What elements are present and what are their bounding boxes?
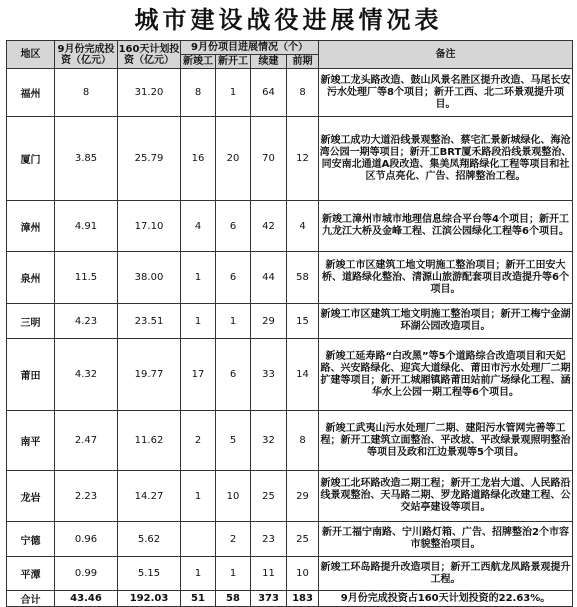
row-plan-invest: 11.62 bbox=[118, 411, 181, 471]
row-new-started: 1 bbox=[216, 557, 251, 591]
row-new-completed: 2 bbox=[181, 411, 216, 471]
table-row bbox=[7, 304, 573, 339]
row-remarks: 新竣工北环路改造二期工程；新开工龙岩大道、人民路沿线景观整治、天马路二期、罗龙路道路绿化改建工程、公交站亭建设等项目。 bbox=[319, 471, 573, 522]
row-region: 莆田 bbox=[7, 339, 55, 411]
row-remarks: 新竣工市区建筑工地文明施工整治项目；新开工田安大桥、道路绿化整治、清源山旅游配套项目改造提升等6个项目。 bbox=[319, 252, 573, 304]
row-remarks: 新竣工龙头路改造、鼓山风景名胜区提升改造、马尾长安污水处理厂等8个项目；新开工西、北二环景观提升项目。 bbox=[319, 69, 573, 117]
header-new-started: 新开工 bbox=[216, 55, 251, 69]
table-row bbox=[7, 252, 573, 304]
row-sep-invest: 8 bbox=[55, 69, 118, 117]
row-new-started: 6 bbox=[216, 252, 251, 304]
row-remarks: 新竣工成功大道沿线景观整治、蔡宅汇景新城绿化、海沧湾公园一期等项目；新开工BRT厦禾路段沿线景观整治、同安南北通道A段改造、集美凤翔路绿化工程等项目和社区节点亮化、广告、招牌整治工程。 bbox=[319, 117, 573, 201]
row-sep-invest: 2.23 bbox=[55, 471, 118, 522]
row-region: 福州 bbox=[7, 69, 55, 117]
progress-table bbox=[6, 40, 573, 607]
row-preliminary: 8 bbox=[287, 69, 319, 117]
row-region: 平潭 bbox=[7, 557, 55, 591]
table-row bbox=[7, 411, 573, 471]
header-continuing: 续建 bbox=[251, 55, 287, 69]
row-new-started: 1 bbox=[216, 69, 251, 117]
total-sep-invest: 43.46 bbox=[55, 591, 118, 607]
header-progress-group: 9月份项目进展情况（个） bbox=[181, 41, 319, 55]
row-new-started: 20 bbox=[216, 117, 251, 201]
row-plan-invest: 17.10 bbox=[118, 201, 181, 252]
total-new-started: 58 bbox=[216, 591, 251, 607]
row-sep-invest: 4.32 bbox=[55, 339, 118, 411]
table-row bbox=[7, 471, 573, 522]
row-remarks: 新竣工环岛路提升改造项目；新开工西航龙凤路景观提升工程。 bbox=[319, 557, 573, 591]
row-new-started: 2 bbox=[216, 522, 251, 557]
table-row bbox=[7, 117, 573, 201]
row-preliminary: 29 bbox=[287, 471, 319, 522]
row-new-started: 6 bbox=[216, 339, 251, 411]
row-new-completed bbox=[181, 522, 216, 557]
table-row bbox=[7, 69, 573, 117]
row-plan-invest: 25.79 bbox=[118, 117, 181, 201]
table-row bbox=[7, 557, 573, 591]
row-sep-invest: 3.85 bbox=[55, 117, 118, 201]
row-continuing: 70 bbox=[251, 117, 287, 201]
row-new-started: 10 bbox=[216, 471, 251, 522]
row-continuing: 32 bbox=[251, 411, 287, 471]
row-new-completed: 8 bbox=[181, 69, 216, 117]
row-preliminary: 4 bbox=[287, 201, 319, 252]
header-new-completed: 新竣工 bbox=[181, 55, 216, 69]
row-region: 宁德 bbox=[7, 522, 55, 557]
row-remarks: 新竣工市区建筑工地文明施工整治项目；新开工梅宁金湖环湖公园改造项目。 bbox=[319, 304, 573, 339]
total-preliminary: 183 bbox=[287, 591, 319, 607]
row-preliminary: 14 bbox=[287, 339, 319, 411]
row-preliminary: 15 bbox=[287, 304, 319, 339]
row-continuing: 44 bbox=[251, 252, 287, 304]
row-continuing: 11 bbox=[251, 557, 287, 591]
row-region: 三明 bbox=[7, 304, 55, 339]
total-plan-invest: 192.03 bbox=[118, 591, 181, 607]
row-continuing: 42 bbox=[251, 201, 287, 252]
row-new-completed: 17 bbox=[181, 339, 216, 411]
row-new-started: 5 bbox=[216, 411, 251, 471]
header-row bbox=[7, 41, 573, 55]
row-new-completed: 1 bbox=[181, 471, 216, 522]
header-preliminary: 前期 bbox=[287, 55, 319, 69]
row-sep-invest: 0.96 bbox=[55, 522, 118, 557]
row-plan-invest: 19.77 bbox=[118, 339, 181, 411]
row-preliminary: 10 bbox=[287, 557, 319, 591]
row-continuing: 25 bbox=[251, 471, 287, 522]
row-preliminary: 12 bbox=[287, 117, 319, 201]
row-continuing: 23 bbox=[251, 522, 287, 557]
total-region: 合计 bbox=[7, 591, 55, 607]
row-sep-invest: 11.5 bbox=[55, 252, 118, 304]
row-sep-invest: 4.91 bbox=[55, 201, 118, 252]
row-plan-invest: 5.62 bbox=[118, 522, 181, 557]
row-sep-invest: 4.23 bbox=[55, 304, 118, 339]
header-remarks: 备注 bbox=[319, 41, 573, 69]
table-row bbox=[7, 522, 573, 557]
row-preliminary: 58 bbox=[287, 252, 319, 304]
row-region: 南平 bbox=[7, 411, 55, 471]
row-new-completed: 1 bbox=[181, 557, 216, 591]
row-region: 泉州 bbox=[7, 252, 55, 304]
row-new-completed: 4 bbox=[181, 201, 216, 252]
row-region: 厦门 bbox=[7, 117, 55, 201]
row-remarks: 新开工福宁南路、宁川路灯箱、广告、招牌整治2个市容市貌整治项目。 bbox=[319, 522, 573, 557]
table-title: 城市建设战役进展情况表 bbox=[134, 6, 443, 34]
row-new-completed: 1 bbox=[181, 304, 216, 339]
table-row bbox=[7, 201, 573, 252]
row-remarks: 新竣工延寿路“白改黑”等5个道路综合改造项目和天妃路、兴安路绿化、迎宾大道绿化、莆田市污水处理厂二期扩建等项目；新开工城厢镇路莆田站前广场绿化工程、涵华水上公园一期工程等6个项目。 bbox=[319, 339, 573, 411]
row-continuing: 29 bbox=[251, 304, 287, 339]
row-sep-invest: 0.99 bbox=[55, 557, 118, 591]
row-plan-invest: 23.51 bbox=[118, 304, 181, 339]
row-remarks: 新竣工武夷山污水处理厂二期、建阳污水管网完善等工程；新开工建筑立面整治、平改坡、平改绿景观照明整治等项目及政和江边景观等5个项目。 bbox=[319, 411, 573, 471]
row-remarks: 新竣工漳州市城市地理信息综合平台等4个项目；新开工九龙江大桥及金峰工程、江滨公园绿化工程等6个项目。 bbox=[319, 201, 573, 252]
header-plan-invest: 160天计划投资（亿元） bbox=[118, 41, 181, 69]
row-preliminary: 8 bbox=[287, 411, 319, 471]
header-sep-invest: 9月份完成投资（亿元） bbox=[55, 41, 118, 69]
row-new-started: 1 bbox=[216, 304, 251, 339]
row-new-completed: 1 bbox=[181, 252, 216, 304]
total-row bbox=[7, 591, 573, 607]
row-continuing: 33 bbox=[251, 339, 287, 411]
total-continuing: 373 bbox=[251, 591, 287, 607]
row-new-started: 6 bbox=[216, 201, 251, 252]
row-plan-invest: 38.00 bbox=[118, 252, 181, 304]
total-remarks: 9月份完成投资占160天计划投资的22.63%。 bbox=[319, 591, 573, 607]
total-new-completed: 51 bbox=[181, 591, 216, 607]
row-plan-invest: 14.27 bbox=[118, 471, 181, 522]
header-region: 地区 bbox=[7, 41, 55, 69]
row-continuing: 64 bbox=[251, 69, 287, 117]
row-region: 漳州 bbox=[7, 201, 55, 252]
row-region: 龙岩 bbox=[7, 471, 55, 522]
row-plan-invest: 5.15 bbox=[118, 557, 181, 591]
row-plan-invest: 31.20 bbox=[118, 69, 181, 117]
row-sep-invest: 2.47 bbox=[55, 411, 118, 471]
row-new-completed: 16 bbox=[181, 117, 216, 201]
row-preliminary: 25 bbox=[287, 522, 319, 557]
table-row bbox=[7, 339, 573, 411]
